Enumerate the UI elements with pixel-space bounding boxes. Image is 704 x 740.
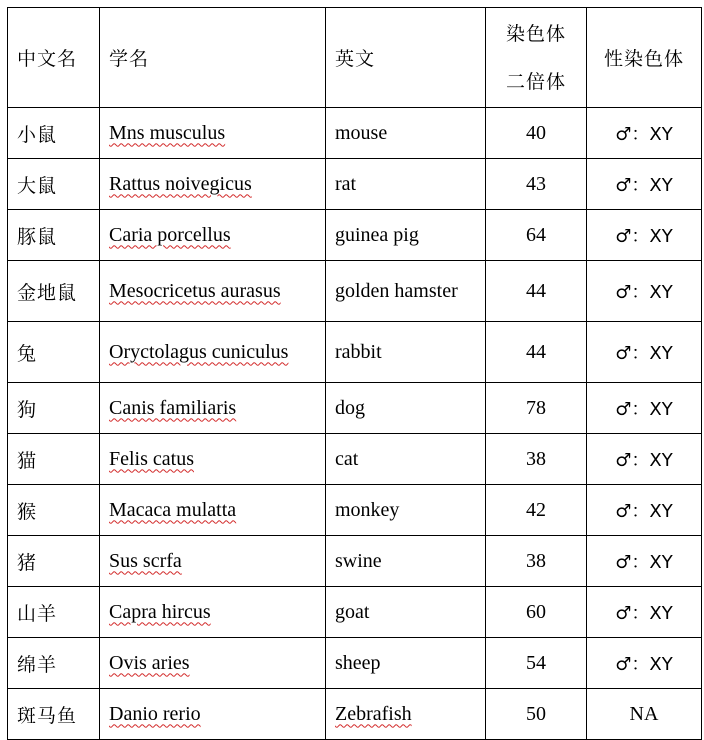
- cell-sex-chromosome-text: ♂：XY: [615, 399, 673, 420]
- cell-diploid-count-text: 50: [526, 702, 546, 725]
- cell-english-name: [326, 108, 486, 159]
- cell-diploid-count: [486, 638, 587, 689]
- header-row: [8, 8, 702, 108]
- cell-english-name-text: monkey: [335, 498, 400, 521]
- cell-chinese-name-text: 大鼠: [17, 174, 58, 197]
- table-row: [8, 210, 702, 261]
- table-row: [8, 536, 702, 587]
- cell-diploid-count: [486, 485, 587, 536]
- cell-chinese-name-text: 猪: [17, 551, 38, 574]
- cell-sex-chromosome: [587, 159, 702, 210]
- cell-english-name: [326, 261, 486, 322]
- cell-diploid-count: [486, 383, 587, 434]
- cell-english-name-text: rat: [335, 172, 357, 195]
- cell-sex-chromosome: [587, 322, 702, 383]
- cell-english-name-text: mouse: [335, 121, 388, 144]
- cell-diploid-count: [486, 108, 587, 159]
- cell-scientific-name: [100, 587, 326, 638]
- cell-scientific-name-text: Felis catus: [109, 447, 194, 470]
- cell-diploid-count-text: 60: [526, 600, 546, 623]
- cell-chinese-name-text: 豚鼠: [17, 225, 58, 248]
- table-row: [8, 638, 702, 689]
- cell-diploid-count-text: 78: [526, 396, 546, 419]
- cell-scientific-name-text: Oryctolagus cuniculus: [109, 340, 289, 363]
- cell-english-name: [326, 434, 486, 485]
- cell-scientific-name: [100, 261, 326, 322]
- table-row: [8, 383, 702, 434]
- cell-english-name-text: guinea pig: [335, 223, 419, 246]
- cell-english-name-text: goat: [335, 600, 370, 623]
- cell-scientific-name-text: Macaca mulatta: [109, 498, 237, 521]
- cell-sex-chromosome: [587, 434, 702, 485]
- cell-sex-chromosome-text: NA: [629, 702, 659, 725]
- cell-scientific-name: [100, 536, 326, 587]
- cell-scientific-name-text: Ovis aries: [109, 651, 190, 674]
- cell-chinese-name-text: 小鼠: [17, 123, 58, 146]
- cell-diploid-count: [486, 261, 587, 322]
- header-chinese-name: 中文名: [8, 8, 100, 108]
- cell-english-name: [326, 383, 486, 434]
- cell-english-name-text: rabbit: [335, 340, 382, 363]
- table-row: [8, 322, 702, 383]
- cell-chinese-name: [8, 261, 100, 322]
- cell-scientific-name: [100, 210, 326, 261]
- cell-sex-chromosome-text: ♂：XY: [615, 450, 673, 471]
- cell-scientific-name-text: Mesocricetus aurasus: [109, 279, 281, 302]
- cell-english-name-text: golden hamster: [335, 279, 458, 302]
- cell-scientific-name: [100, 159, 326, 210]
- cell-sex-chromosome: [587, 485, 702, 536]
- cell-chinese-name: [8, 638, 100, 689]
- table-body: [8, 8, 702, 740]
- cell-chinese-name: [8, 587, 100, 638]
- cell-scientific-name: [100, 638, 326, 689]
- cell-sex-chromosome-text: ♂：XY: [615, 343, 673, 364]
- cell-sex-chromosome: [587, 108, 702, 159]
- cell-sex-chromosome: [587, 536, 702, 587]
- cell-sex-chromosome: [587, 587, 702, 638]
- cell-english-name: [326, 210, 486, 261]
- cell-english-name-text: swine: [335, 549, 382, 572]
- cell-diploid-count-text: 42: [526, 498, 546, 521]
- cell-sex-chromosome-text: ♂：XY: [615, 501, 673, 522]
- cell-diploid-count: [486, 434, 587, 485]
- cell-chinese-name-text: 狗: [17, 398, 38, 421]
- header-diploid-line1: 染色体: [505, 22, 566, 45]
- cell-sex-chromosome-text: ♂：XY: [615, 603, 673, 624]
- cell-scientific-name-text: Canis familiaris: [109, 396, 237, 419]
- cell-diploid-count: [486, 322, 587, 383]
- cell-sex-chromosome-text: ♂：XY: [615, 124, 673, 145]
- cell-english-name: [326, 485, 486, 536]
- cell-scientific-name: [100, 485, 326, 536]
- cell-sex-chromosome-text: ♂：XY: [615, 552, 673, 573]
- cell-scientific-name-text: Danio rerio: [109, 702, 201, 725]
- cell-diploid-count: [486, 159, 587, 210]
- cell-scientific-name-text: Sus scrfa: [109, 549, 182, 572]
- chromosome-table: [7, 7, 702, 740]
- header-diploid-line2: 二倍体: [505, 70, 566, 93]
- cell-diploid-count-text: 38: [526, 447, 546, 470]
- cell-english-name: [326, 159, 486, 210]
- header-english: 英文: [326, 8, 486, 108]
- cell-diploid-count-text: 64: [526, 223, 546, 246]
- cell-sex-chromosome-text: ♂：XY: [615, 226, 673, 247]
- cell-chinese-name: [8, 210, 100, 261]
- cell-scientific-name-text: Rattus noivegicus: [109, 172, 252, 195]
- cell-diploid-count: [486, 587, 587, 638]
- cell-chinese-name: [8, 536, 100, 587]
- cell-chinese-name-text: 斑马鱼: [17, 704, 78, 727]
- cell-english-name-text: cat: [335, 447, 359, 470]
- cell-chinese-name: [8, 485, 100, 536]
- cell-chinese-name-text: 兔: [17, 342, 38, 365]
- table-row: [8, 434, 702, 485]
- cell-sex-chromosome: [587, 638, 702, 689]
- cell-english-name-text: dog: [335, 396, 365, 419]
- cell-chinese-name-text: 金地鼠: [17, 281, 78, 304]
- cell-sex-chromosome: [587, 210, 702, 261]
- cell-sex-chromosome-text: ♂：XY: [615, 175, 673, 196]
- table-row: [8, 159, 702, 210]
- cell-diploid-count-text: 44: [526, 340, 546, 363]
- cell-scientific-name: [100, 108, 326, 159]
- cell-diploid-count-text: 40: [526, 121, 546, 144]
- header-scientific-name: 学名: [100, 8, 326, 108]
- table-row: [8, 108, 702, 159]
- cell-diploid-count: [486, 536, 587, 587]
- cell-sex-chromosome-text: ♂：XY: [615, 654, 673, 675]
- cell-english-name: [326, 587, 486, 638]
- cell-scientific-name-text: Mns musculus: [109, 121, 226, 144]
- cell-chinese-name-text: 绵羊: [17, 653, 58, 676]
- cell-english-name-text: Zebrafish: [335, 702, 412, 725]
- cell-english-name: [326, 638, 486, 689]
- cell-diploid-count: [486, 210, 587, 261]
- cell-chinese-name: [8, 159, 100, 210]
- cell-chinese-name: [8, 434, 100, 485]
- cell-diploid-count-text: 43: [526, 172, 546, 195]
- cell-english-name: [326, 536, 486, 587]
- cell-scientific-name: [100, 322, 326, 383]
- cell-diploid-count-text: 38: [526, 549, 546, 572]
- cell-scientific-name-text: Caria porcellus: [109, 223, 231, 246]
- cell-scientific-name: [100, 383, 326, 434]
- cell-sex-chromosome: [587, 261, 702, 322]
- cell-scientific-name-text: Capra hircus: [109, 600, 211, 623]
- cell-diploid-count-text: 44: [526, 279, 546, 302]
- header-diploid: [486, 8, 587, 108]
- cell-chinese-name: [8, 322, 100, 383]
- cell-sex-chromosome: [587, 383, 702, 434]
- cell-scientific-name: [100, 434, 326, 485]
- cell-chinese-name-text: 猫: [17, 449, 38, 472]
- table-row: [8, 261, 702, 322]
- cell-sex-chromosome-text: ♂：XY: [615, 282, 673, 303]
- cell-english-name: [326, 322, 486, 383]
- cell-chinese-name: [8, 108, 100, 159]
- cell-diploid-count-text: 54: [526, 651, 546, 674]
- cell-chinese-name-text: 山羊: [17, 602, 58, 625]
- cell-chinese-name: [8, 383, 100, 434]
- header-sex-chromosome: 性染色体: [587, 8, 702, 108]
- table-row: [8, 587, 702, 638]
- cell-chinese-name-text: 猴: [17, 500, 38, 523]
- table-row: [8, 485, 702, 536]
- cell-english-name-text: sheep: [335, 651, 381, 674]
